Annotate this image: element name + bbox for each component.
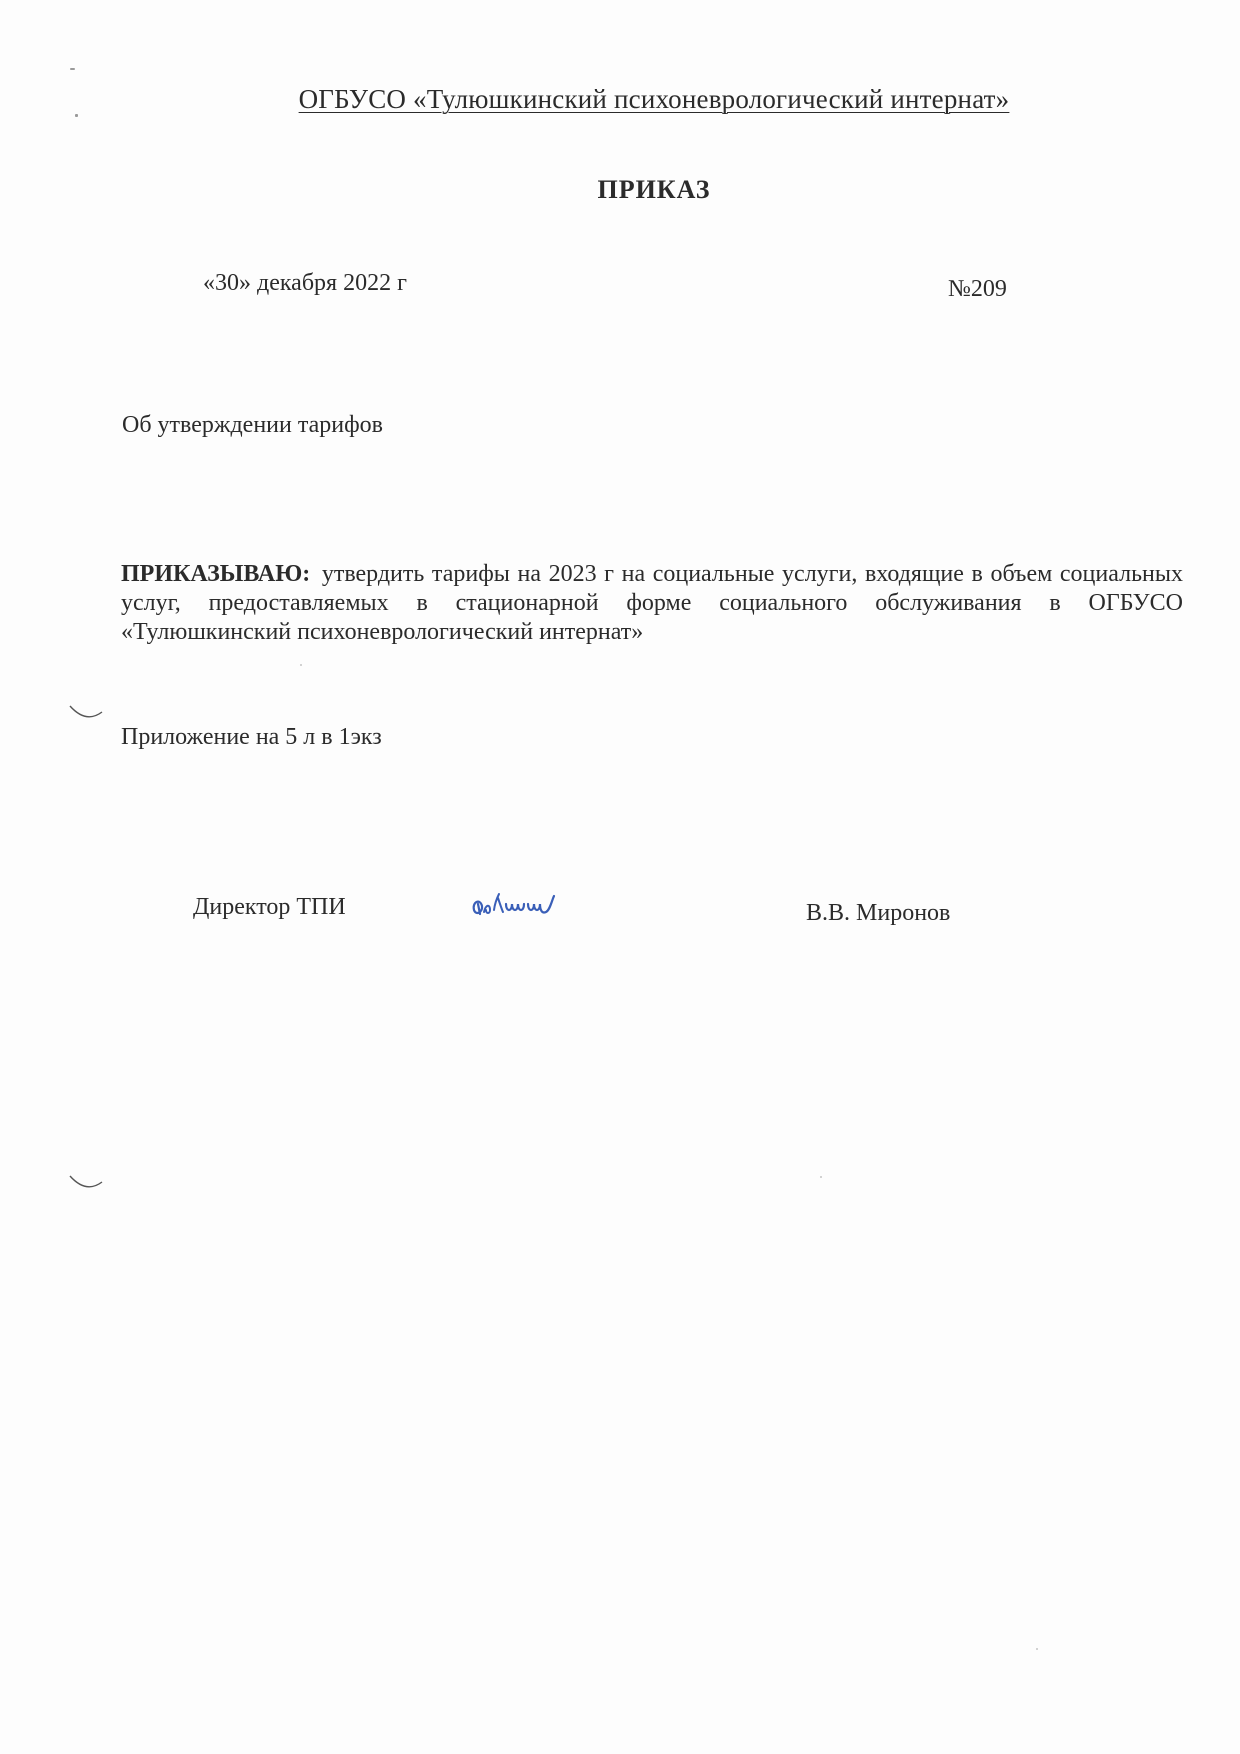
document-body [121,560,1183,647]
document-title [0,175,1240,205]
body-text: утвердить тарифы на 2023 г на социальные услуги, входящие в объем социальных услуг, предоставляемых в стационарной форме социального обслуживания в ОГБУСО «Тулюшкинский психоневрологический интернат» [121,561,1183,645]
signature-image [468,888,560,922]
signer-title: Директор ТПИ [193,894,346,920]
punch-hole-mark [68,702,104,722]
document-subject: Об утверждении тарифов [122,412,384,438]
body-lead: ПРИКАЗЫВАЮ: [121,561,311,587]
scan-speck [300,664,302,666]
organization-header [0,84,1240,115]
scan-speck [820,1176,822,1178]
scan-speck [70,68,75,70]
document-title-text: ПРИКАЗ [597,175,711,204]
document-attachment: Приложение на 5 л в 1экз [121,724,382,750]
document-date: «30» декабря 2022 г [203,270,407,296]
signer-name: В.В. Миронов [806,900,951,926]
scan-speck [1036,1648,1038,1650]
document-number: №209 [948,276,1007,302]
punch-hole-mark [68,1172,104,1192]
organization-name: ОГБУСО «Тулюшкинский психоневрологический интернат» [298,84,1010,114]
